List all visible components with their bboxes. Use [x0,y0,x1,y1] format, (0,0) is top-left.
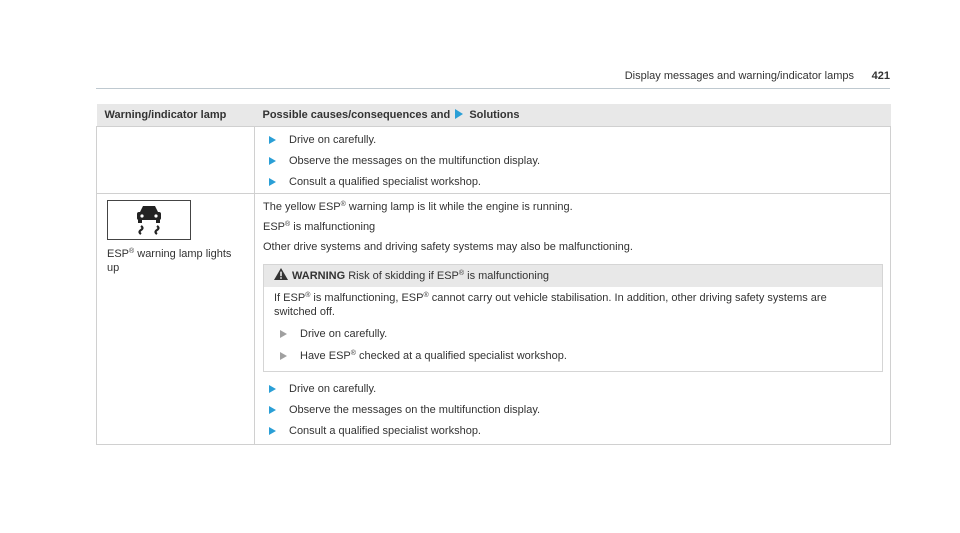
step-arrow-icon [269,427,276,435]
text: is malfunctioning, ESP [310,292,424,304]
step-text: Observe the messages on the multifunction display. [289,155,541,167]
text: If ESP [274,292,306,304]
step-text: Drive on carefully. [289,383,377,395]
lamp-label-text-2: warning lamp lights up [107,248,232,274]
step-item [263,154,882,168]
warning-text [274,291,872,319]
page-header [96,70,890,84]
step-arrow-icon [269,406,276,414]
row1-solutions-cell [255,127,891,194]
table-header-row [97,104,891,127]
step-item [263,175,882,189]
warning-label: WARNING [292,270,346,282]
registered-mark: ® [305,292,311,299]
step-arrow-icon [269,385,276,393]
step-arrow-icon [269,157,276,165]
header-title: Display messages and warning/indicator lamps [624,70,854,82]
text: is malfunctioning [290,221,376,233]
arrow-icon [455,109,463,119]
registered-mark: ® [285,221,291,228]
step-text: Drive on carefully. [289,134,377,146]
step-arrow-icon [280,352,287,360]
text: cannot carry out vehicle stabilisation. In addition, other driving safety systems are switched off. [274,292,827,318]
col-header-lamp: Warning/indicator lamp [97,104,255,127]
step-text: Consult a qualified specialist workshop. [289,176,481,188]
registered-mark: ® [340,201,346,208]
warning-triangle-icon [274,268,288,280]
registered-mark: ® [129,248,135,255]
step-text: Drive on carefully. [300,328,388,340]
row2-lamp-cell [97,194,255,445]
header-rule [96,88,890,89]
warning-title-2: is malfunctioning [464,270,550,282]
table-row [97,194,891,445]
solutions-list [263,382,882,438]
step-item [263,403,882,417]
row1-lamp-cell [97,127,255,194]
step-arrow-icon [269,178,276,186]
step-item [263,133,882,147]
col-header-solutions-text: Solutions [469,109,520,121]
warning-step [274,327,872,341]
warning-header [264,265,882,287]
lamp-label [105,247,246,275]
page-number: 421 [871,70,890,82]
text: The yellow ESP [263,201,341,213]
paragraph [263,220,882,234]
paragraph [263,200,882,214]
step-text: Consult a qualified specialist workshop. [289,425,481,437]
step-arrow-icon [280,330,287,338]
registered-mark: ® [458,270,465,277]
warning-box [263,264,883,372]
registered-mark: ® [423,292,429,299]
step-text: Have ESP [300,350,351,362]
warning-body [264,287,882,371]
table-row [97,127,891,194]
text: ESP [263,221,286,233]
registered-mark: ® [350,350,356,357]
step-text: Observe the messages on the multifunction display. [289,404,541,416]
lamp-label-text: ESP [107,248,130,260]
step-arrow-icon [269,136,276,144]
col-header-causes-text: Possible causes/consequences and [262,109,451,121]
esp-skid-car-icon [107,200,191,240]
step-text-2: checked at a qualified specialist workshop. [355,350,567,362]
step-item [263,382,882,396]
warning-step [274,349,872,363]
step-item [263,424,882,438]
paragraph: Other drive systems and driving safety systems may also be malfunctioning. [263,241,633,253]
warning-title: Risk of skidding if ESP [345,270,459,282]
text: warning lamp is lit while the engine is running. [345,201,573,213]
col-header-causes [255,104,891,127]
row2-solutions-cell [255,194,891,445]
warning-lamp-table [96,104,891,445]
